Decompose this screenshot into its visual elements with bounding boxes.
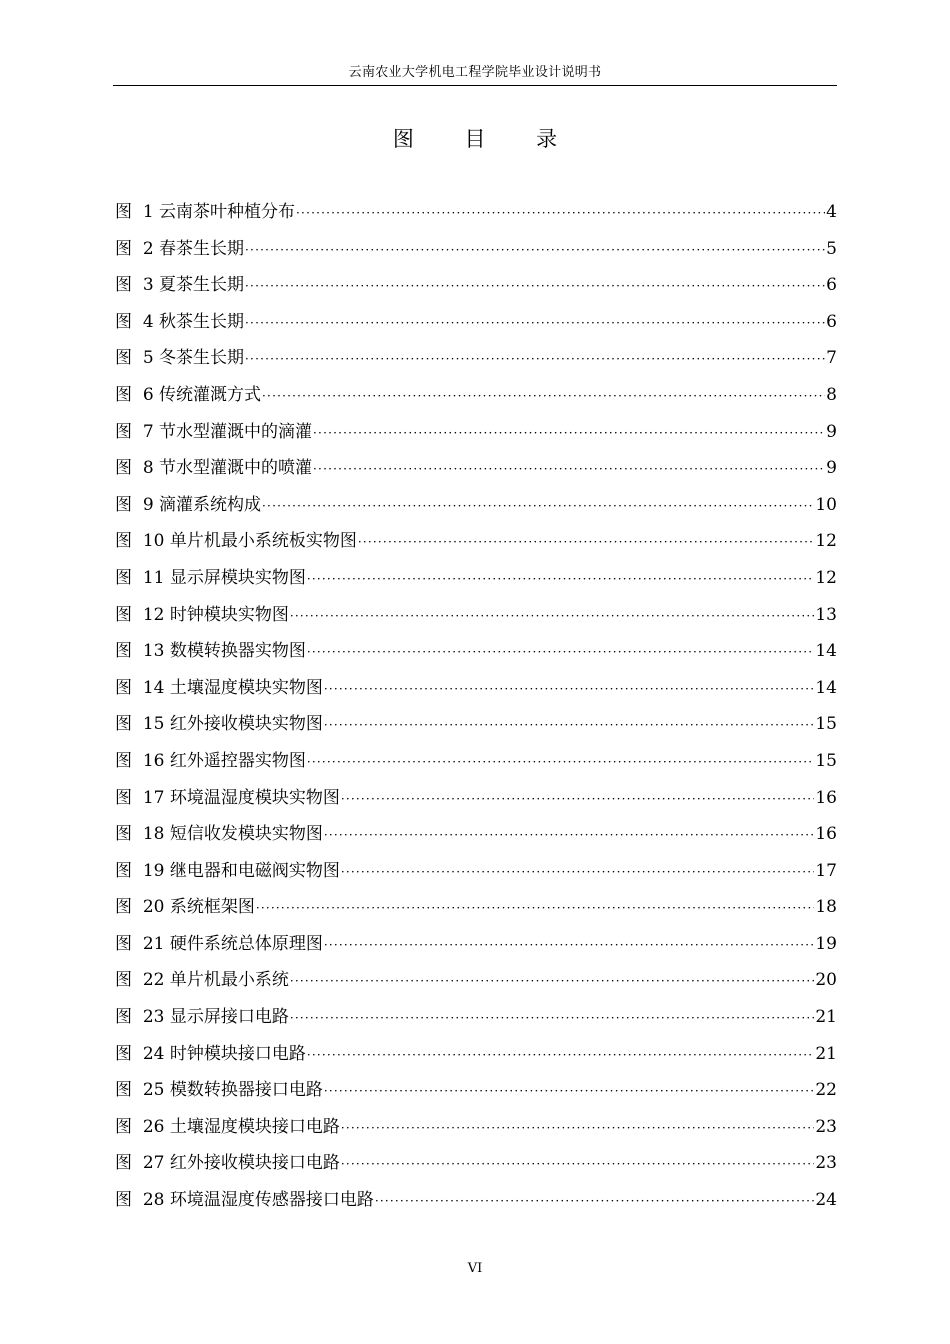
- toc-entry-page: 7: [826, 348, 837, 369]
- toc-entry-page: 6: [826, 275, 837, 296]
- toc-entry[interactable]: [115, 231, 837, 268]
- dot-leader: [313, 414, 825, 452]
- toc-entry-label: 云南茶叶种植分布: [159, 202, 296, 222]
- dot-leader: [307, 743, 815, 781]
- toc-entry-label: 单片机最小系统: [169, 970, 289, 991]
- toc-entry[interactable]: [115, 1072, 837, 1109]
- dot-leader: [375, 1182, 815, 1220]
- toc-entry-number: 19: [142, 860, 165, 881]
- toc-entry-number: 24: [142, 1043, 165, 1064]
- toc-entry-prefix: 图: [115, 348, 132, 369]
- toc-entry-label: 显示屏模块实物图: [169, 567, 306, 588]
- toc-entry-label: 节水型灌溉中的喷灌: [159, 458, 313, 479]
- dot-leader: [307, 633, 815, 671]
- toc-entry[interactable]: [115, 962, 837, 999]
- toc-entry-page: 6: [826, 311, 837, 332]
- toc-entry-page: 10: [815, 494, 837, 515]
- toc-entry[interactable]: [115, 889, 837, 926]
- toc-entry[interactable]: [115, 1036, 837, 1073]
- toc-entry-number: 6: [142, 384, 154, 405]
- toc-entry[interactable]: [115, 926, 837, 963]
- toc-entry-prefix: 图: [115, 824, 132, 845]
- toc-entry-page: 9: [826, 421, 837, 442]
- dot-leader: [290, 962, 815, 1000]
- toc-entry-label: 节水型灌溉中的滴灌: [159, 421, 313, 442]
- toc-entry[interactable]: [115, 670, 837, 707]
- toc-entry-label: 系统框架图: [169, 897, 255, 918]
- toc-entry[interactable]: [115, 414, 837, 451]
- toc-entry[interactable]: [115, 487, 837, 524]
- toc-entry-page: 20: [815, 970, 837, 991]
- dot-leader: [307, 560, 815, 598]
- toc-entry-number: 16: [142, 750, 165, 771]
- toc-entry[interactable]: [115, 706, 837, 743]
- toc-entry-prefix: 图: [115, 311, 132, 332]
- toc-entry-label: 土壤湿度模块实物图: [169, 677, 323, 698]
- toc-entry[interactable]: [115, 999, 837, 1036]
- dot-leader: [307, 1036, 815, 1074]
- toc-entry-label: 夏茶生长期: [159, 275, 245, 296]
- toc-entry-number: 4: [142, 311, 154, 332]
- toc-entry-prefix: 图: [115, 604, 132, 625]
- running-header: 云南农业大学机电工程学院毕业设计说明书: [348, 65, 602, 80]
- dot-leader: [341, 853, 815, 891]
- toc-entry-page: 8: [826, 384, 837, 405]
- toc-entry-number: 18: [142, 824, 165, 845]
- dot-leader: [290, 597, 815, 635]
- toc-entry-prefix: 图: [115, 787, 132, 808]
- toc-entry-number: 25: [142, 1080, 165, 1101]
- toc-entry-number: 27: [142, 1153, 165, 1174]
- dot-leader: [296, 194, 825, 232]
- toc-entry-page: 23: [815, 1116, 837, 1137]
- dot-leader: [324, 706, 815, 744]
- toc-entry-number: 22: [142, 970, 165, 991]
- toc-entry-page: 15: [815, 750, 837, 771]
- toc-entry-label: 模数转换器接口电路: [169, 1080, 323, 1101]
- dot-leader: [313, 450, 825, 488]
- toc-entry-prefix: 图: [115, 933, 132, 954]
- toc-entry[interactable]: [115, 597, 837, 634]
- toc-entry-number: 10: [142, 531, 165, 552]
- toc-entry-prefix: 图: [115, 494, 132, 515]
- toc-entry[interactable]: [115, 816, 837, 853]
- toc-entry-label: 春茶生长期: [159, 238, 245, 259]
- toc-entry-page: 14: [815, 641, 837, 662]
- toc-entry-prefix: 图: [115, 1080, 132, 1101]
- toc-entry-number: 1: [142, 202, 154, 222]
- toc-entry-prefix: 图: [115, 750, 132, 771]
- toc-entry-page: 4: [826, 202, 837, 222]
- toc-entry[interactable]: [115, 633, 837, 670]
- toc-entry-prefix: 图: [115, 531, 132, 552]
- toc-entry-prefix: 图: [115, 275, 132, 296]
- toc-entry-label: 短信收发模块实物图: [169, 824, 323, 845]
- toc-entry-prefix: 图: [115, 238, 132, 259]
- toc-entry[interactable]: [115, 523, 837, 560]
- toc-entry-prefix: 图: [115, 714, 132, 735]
- toc-entry-label: 红外接收模块实物图: [169, 714, 323, 735]
- toc-entry-label: 时钟模块实物图: [169, 604, 289, 625]
- toc-entry-prefix: 图: [115, 567, 132, 588]
- dot-leader: [324, 1072, 815, 1110]
- dot-leader: [341, 780, 815, 818]
- toc-entry[interactable]: [115, 1145, 837, 1182]
- toc-entry[interactable]: [115, 743, 837, 780]
- toc-entry-label: 时钟模块接口电路: [169, 1043, 306, 1064]
- dot-leader: [256, 889, 815, 927]
- toc-entry-number: 15: [142, 714, 165, 735]
- toc-entry-number: 9: [142, 494, 154, 515]
- toc-entry-prefix: 图: [115, 384, 132, 405]
- dot-leader: [324, 670, 815, 708]
- toc-entry[interactable]: [115, 450, 837, 487]
- toc-entry-prefix: 图: [115, 1043, 132, 1064]
- toc-entry[interactable]: [115, 194, 837, 231]
- toc-entry-prefix: 图: [115, 970, 132, 991]
- header-rule: [113, 85, 837, 86]
- dot-leader: [262, 487, 814, 525]
- toc-entry-page: 5: [826, 238, 837, 259]
- toc-entry-label: 环境温湿度传感器接口电路: [169, 1190, 374, 1211]
- toc-entry-prefix: 图: [115, 860, 132, 881]
- toc-entry-number: 17: [142, 787, 165, 808]
- toc-entry-page: 14: [815, 677, 837, 698]
- dot-leader: [358, 523, 815, 561]
- toc-entry-prefix: 图: [115, 677, 132, 698]
- dot-leader: [324, 926, 815, 964]
- toc-entry-prefix: 图: [115, 1190, 132, 1211]
- toc-entry-prefix: 图: [115, 421, 132, 442]
- toc-entry-label: 传统灌溉方式: [159, 384, 262, 405]
- toc-entry-page: 21: [815, 1007, 837, 1028]
- dot-leader: [341, 1145, 815, 1183]
- toc-entry-page: 24: [815, 1190, 837, 1211]
- toc-entry-number: 20: [142, 897, 165, 918]
- toc-entry-number: 23: [142, 1007, 165, 1028]
- toc-entry[interactable]: [115, 377, 837, 414]
- toc-entry[interactable]: [115, 304, 837, 341]
- dot-leader: [245, 304, 825, 342]
- toc-entry-label: 硬件系统总体原理图: [169, 933, 323, 954]
- toc-entry-page: 15: [815, 714, 837, 735]
- toc-entry-label: 单片机最小系统板实物图: [169, 531, 357, 552]
- toc-title: 图 目 录: [392, 127, 580, 151]
- toc-entry[interactable]: [115, 780, 837, 817]
- dot-leader: [290, 999, 815, 1037]
- toc-entry-label: 秋茶生长期: [159, 311, 245, 332]
- toc-entry-page: 9: [826, 458, 837, 479]
- toc-entry-page: 22: [815, 1080, 837, 1101]
- figure-list: [115, 194, 837, 1219]
- toc-entry-number: 2: [142, 238, 154, 259]
- toc-entry-page: 21: [815, 1043, 837, 1064]
- toc-entry-label: 滴灌系统构成: [159, 494, 262, 515]
- toc-entry-page: 18: [815, 897, 837, 918]
- dot-leader: [245, 267, 825, 305]
- toc-entry-number: 14: [142, 677, 165, 698]
- toc-entry-page: 16: [815, 824, 837, 845]
- toc-entry-label: 环境温湿度模块实物图: [169, 787, 340, 808]
- toc-entry-page: 12: [815, 531, 837, 552]
- toc-entry-label: 红外接收模块接口电路: [169, 1153, 340, 1174]
- toc-entry-label: 继电器和电磁阀实物图: [169, 860, 340, 881]
- toc-entry-label: 红外遥控器实物图: [169, 750, 306, 771]
- toc-entry-page: 16: [815, 787, 837, 808]
- dot-leader: [341, 1109, 815, 1147]
- toc-entry-prefix: 图: [115, 458, 132, 479]
- page-number: VI: [467, 1261, 483, 1276]
- toc-entry-number: 13: [142, 641, 165, 662]
- toc-entry-label: 数模转换器实物图: [169, 641, 306, 662]
- toc-entry-page: 23: [815, 1153, 837, 1174]
- toc-entry[interactable]: [115, 560, 837, 597]
- toc-entry-label: 冬茶生长期: [159, 348, 245, 369]
- toc-entry-prefix: 图: [115, 1153, 132, 1174]
- toc-entry-prefix: 图: [115, 897, 132, 918]
- dot-leader: [262, 377, 825, 415]
- toc-entry-prefix: 图: [115, 1116, 132, 1137]
- toc-entry-page: 19: [815, 933, 837, 954]
- toc-entry-number: 21: [142, 933, 165, 954]
- toc-entry-page: 12: [815, 567, 837, 588]
- toc-entry[interactable]: [115, 1109, 837, 1146]
- toc-entry-number: 28: [142, 1190, 165, 1211]
- dot-leader: [245, 340, 825, 378]
- toc-entry[interactable]: [115, 853, 837, 890]
- toc-entry[interactable]: [115, 1182, 837, 1219]
- dot-leader: [245, 231, 825, 269]
- toc-entry-page: 13: [815, 604, 837, 625]
- toc-entry-number: 7: [142, 421, 154, 442]
- toc-entry-prefix: 图: [115, 641, 132, 662]
- toc-entry-label: 显示屏接口电路: [169, 1007, 289, 1028]
- toc-entry-prefix: 图: [115, 1007, 132, 1028]
- toc-entry-number: 26: [142, 1116, 165, 1137]
- toc-entry-label: 土壤湿度模块接口电路: [169, 1116, 340, 1137]
- toc-entry-number: 11: [142, 567, 165, 588]
- toc-entry-page: 17: [815, 860, 837, 881]
- toc-entry[interactable]: [115, 267, 837, 304]
- toc-entry-number: 12: [142, 604, 165, 625]
- toc-entry-prefix: 图: [115, 202, 132, 222]
- toc-entry-number: 3: [142, 275, 154, 296]
- toc-entry-number: 8: [142, 458, 154, 479]
- dot-leader: [324, 816, 815, 854]
- toc-entry[interactable]: [115, 340, 837, 377]
- toc-entry-number: 5: [142, 348, 154, 369]
